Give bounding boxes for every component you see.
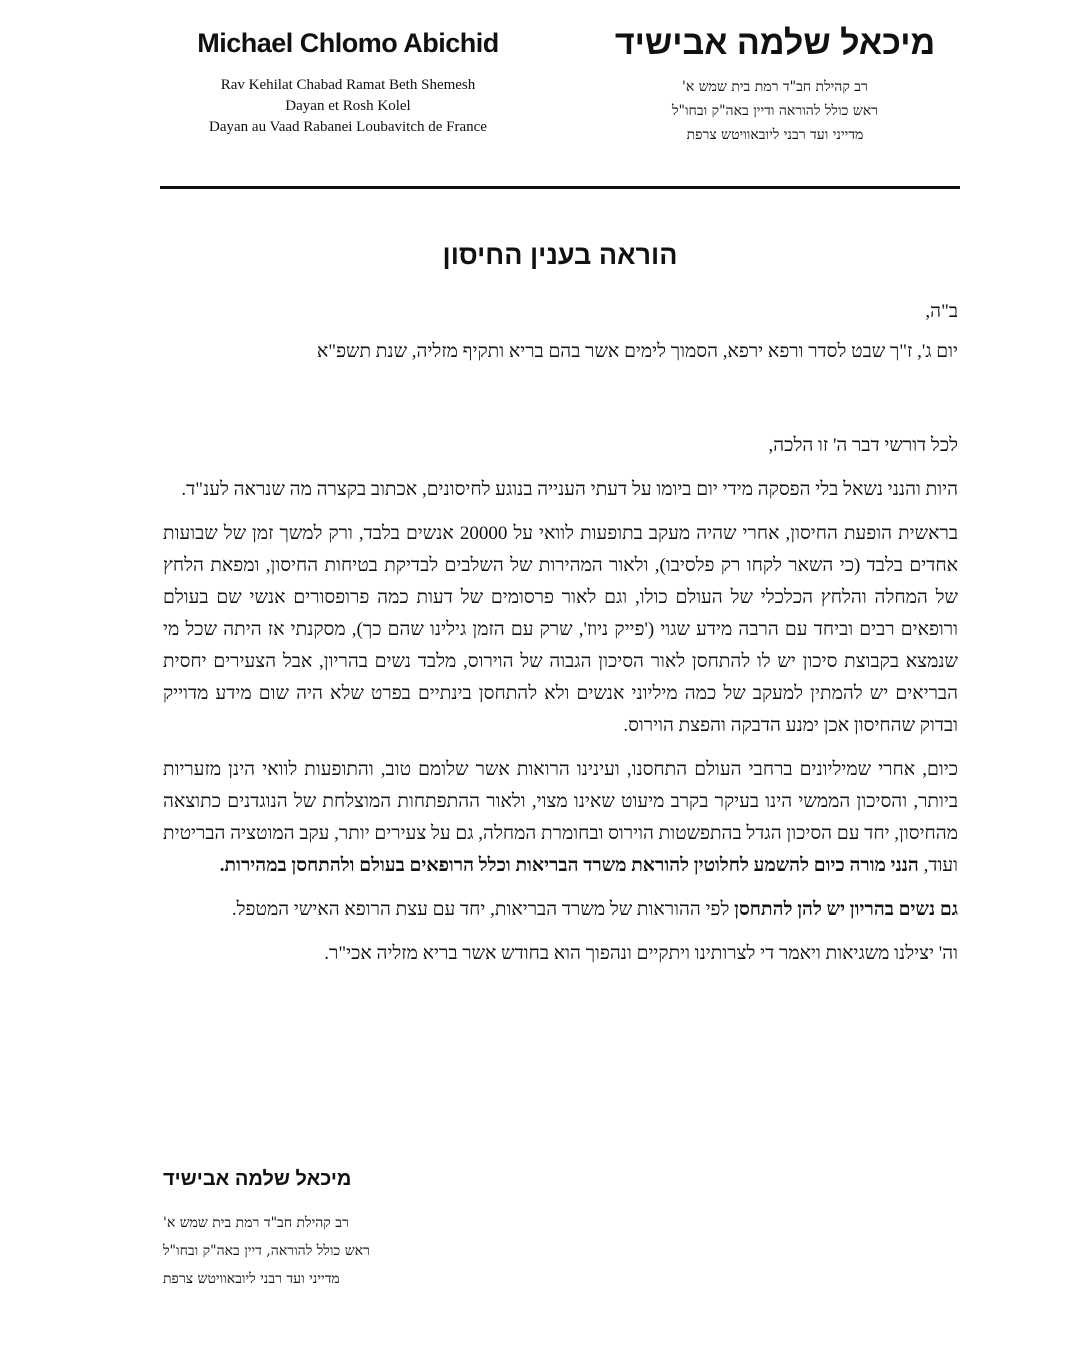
signature-title-line: רב קהילת חב"ד רמת בית שמש א' bbox=[163, 1215, 349, 1231]
paragraph-3-text: כיום, אחרי שמיליונים ברחבי העולם התחסנו, ועינינו הרואות אשר שלומם טוב, והתופעות לוואי הינן מזעריות ביותר, והסיכון הממשי הינו בעיקר בקרב מיעוט שאינו מצוי, ולאור ההתפתחות המוצלחת של הנוגדנים כתוצאה מהחיסון, יחד עם הסיכון הגדל בהתפשטות הוירוס ובחומרת המחלה, גם על צעירים יותר, עקב המוטציה הבריטית ועוד, bbox=[163, 759, 958, 876]
paragraph-1: היות והנני נשאל בלי הפסקה מידי יום ביומו על דעתי הענייה בנוגע לחיסונים, אכתוב בקצרה מה שנראה לענ"ד. bbox=[181, 479, 958, 500]
english-title-line: Dayan et Rosh Kolel bbox=[285, 98, 411, 114]
letter-body bbox=[163, 296, 958, 970]
hebrew-title-line: ראש כולל להוראה ודיין באה"ק ובחו"ל bbox=[671, 103, 879, 119]
english-title-line: Dayan au Vaad Rabanei Loubavitch de France bbox=[209, 119, 487, 135]
hebrew-name: מיכאל שלמה אבישיד bbox=[614, 24, 936, 62]
paragraph-4 bbox=[163, 894, 958, 926]
paragraph-3-directive: הנני מורה כיום להשמע לחלוטין להוראת משרד הבריאות וכלל הרופאים בעולם ולהתחסן במהירות. bbox=[219, 855, 919, 876]
paragraph-3 bbox=[163, 754, 958, 882]
english-title-line: Rav Kehilat Chabad Ramat Beth Shemesh bbox=[220, 77, 476, 93]
bh-mark: ב"ה, bbox=[925, 301, 958, 322]
header-divider bbox=[160, 186, 960, 189]
paragraph-4-directive: גם נשים בהריון יש להן להתחסן bbox=[734, 899, 958, 920]
hebrew-title-line: רב קהילת חב"ד רמת בית שמש א' bbox=[682, 79, 868, 95]
date-line: יום ג', ז"ך שבט לסדר ורפא ירפא, הסמוך לימים אשר בהם בריא ותקיף מזליה, שנת תשפ"א bbox=[316, 341, 958, 362]
closing-blessing: וה' יצילנו משגיאות ויאמר די לצרותינו ויתקיים ונהפוך הוא בחודש אשר בריא מזליה אכי"ר. bbox=[324, 943, 958, 964]
signature-block bbox=[163, 1168, 463, 1293]
greeting: לכל דורשי דבר ה' זו הלכה, bbox=[768, 435, 958, 456]
signature-title-line: ראש כולל להוראה, דיין באה"ק ובחו"ל bbox=[163, 1243, 370, 1259]
hebrew-letterhead bbox=[600, 24, 950, 147]
english-name: Michael Chlomo Abichid bbox=[197, 28, 499, 58]
paragraph-2: בראשית הופעת החיסון, אחרי שהיה מעקב בתופעות לוואי על 20000 אנשים בלבד, ורק למשך זמן של שבועות אחדים בלבד (כי השאר לקחו רק פלסיבו), ולאור המהירות של השלבים לבדיקת בטיחות החיסון, ומפאת הלחץ של המחלה והלחץ הכלכלי של העולם כולו, וגם לאור פרסומים של דעות כמה פרופסורים אנשי שם בעולם ורופאים רבים וביחד עם הרבה מידע שגוי ('פייק ניוז', שרק עם הזמן גילינו שהם כך), מסקנתי אז היתה שכל מי שנמצא בקבוצת סיכון יש לו להתחסן לאור הסיכון הגבוה של הוירוס, מלבד נשים בהריון, אבל הצעירים יחסית הבריאים יש להמתין למעקב של כמה מיליוני אנשים ולא להתחסן בינתיים בפרט שלא היה שום מידע מדוייק ובדוק שהחיסון אכן ימנע הדבקה והפצת הוירוס. bbox=[163, 523, 958, 736]
signature-name: מיכאל שלמה אבישיד bbox=[163, 1168, 352, 1190]
hebrew-title-line: מדייני ועד רבני ליובאוויטש צרפת bbox=[686, 127, 864, 143]
document-title: הוראה בענין החיסון bbox=[442, 240, 678, 270]
english-letterhead bbox=[160, 28, 536, 138]
signature-title-line: מדייני ועד רבני ליובאוויטש צרפת bbox=[163, 1271, 340, 1287]
paragraph-4-text: לפי ההוראות של משרד הבריאות, יחד עם עצת הרופא האישי המטפל. bbox=[231, 899, 735, 920]
